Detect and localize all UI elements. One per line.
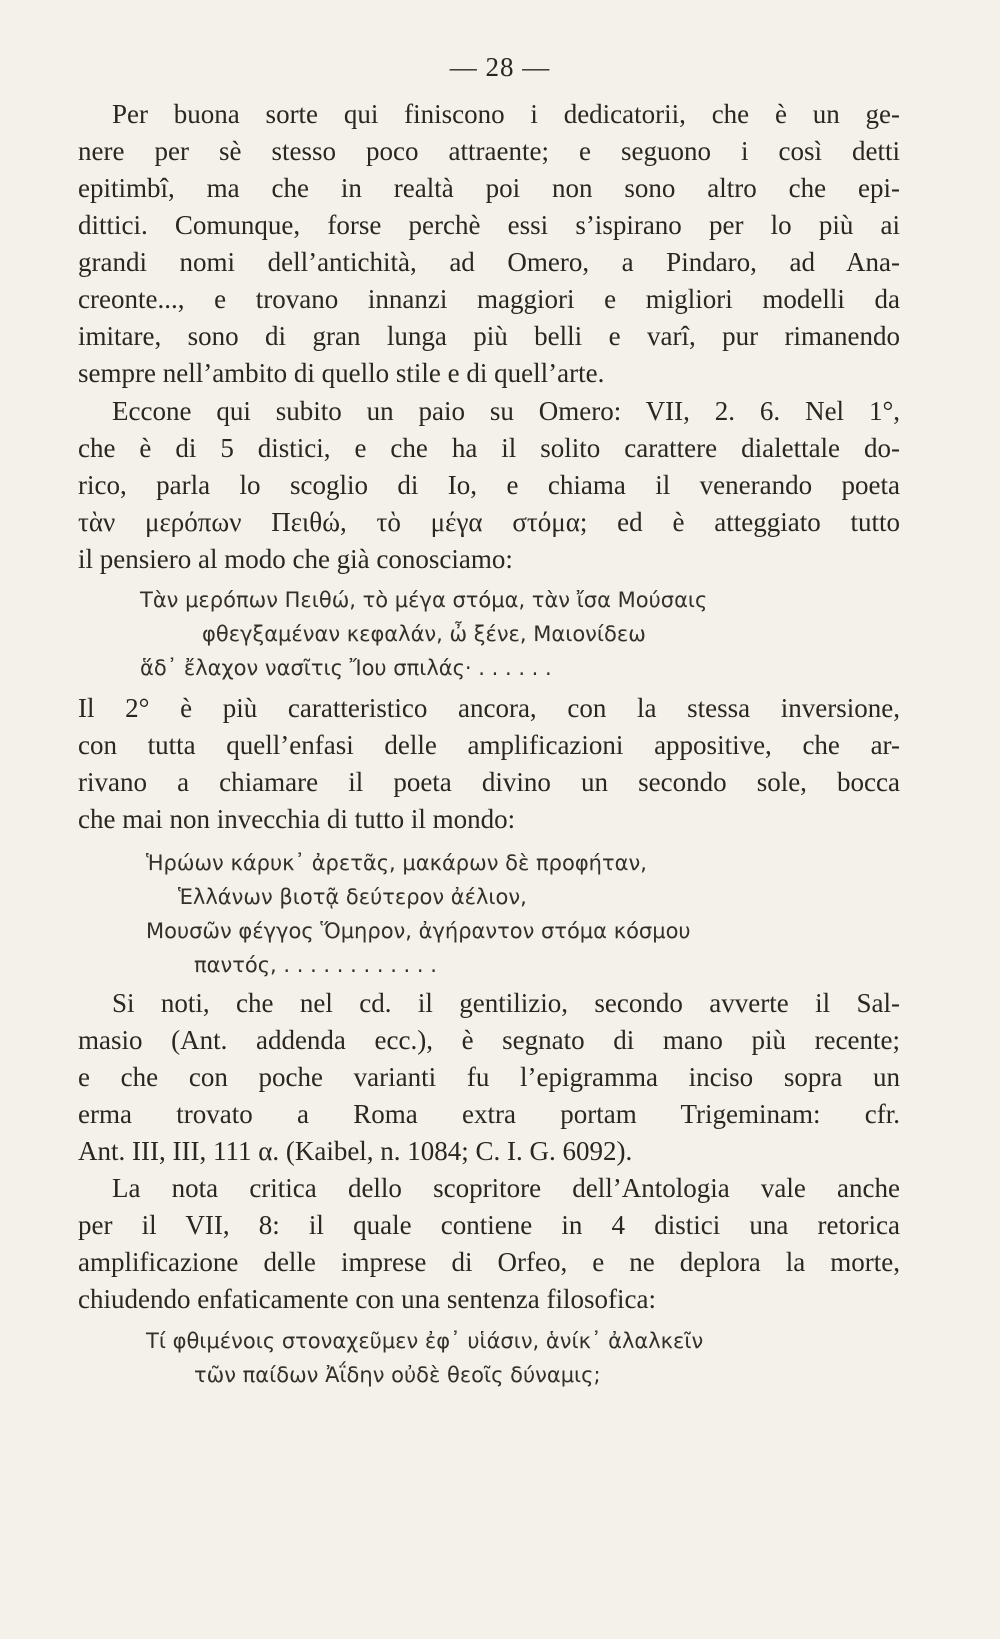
verse-quotation-3 [146, 1324, 900, 1392]
text-line: chiudendo enfaticamente con una sentenza filosofica: [78, 1284, 656, 1314]
text-line: masio (Ant. addenda ecc.), è segnato di mano più recente; [78, 1025, 900, 1055]
text-line: Eccone qui subito un paio su Omero: VII, 2. 6. Nel 1°, [112, 396, 900, 426]
text-line: sempre nell’ambito di quello stile e di quell’arte. [78, 358, 605, 388]
text-line: epitimbî, ma che in realtà poi non sono altro che epi- [78, 173, 900, 203]
paragraph-4 [78, 985, 900, 1170]
text-line: con tutta quell’enfasi delle amplificazioni appositive, che ar- [78, 730, 900, 760]
paragraph-3 [78, 690, 900, 838]
paragraph-1 [78, 96, 900, 392]
text-line: erma trovato a Roma extra portam Trigeminam: cfr. [78, 1099, 900, 1129]
text-line: La nota critica dello scopritore dell’Antologia vale anche [112, 1173, 900, 1203]
verse-line: παντός, . . . . . . . . . . . . [194, 953, 437, 977]
text-line: rivano a chiamare il poeta divino un secondo sole, bocca [78, 767, 900, 797]
paragraph-5 [78, 1170, 900, 1318]
text-line: che mai non invecchia di tutto il mondo: [78, 804, 516, 834]
text-line: rico, parla lo scoglio di Io, e chiama il venerando poeta [78, 470, 900, 500]
text-line: che è di 5 distici, e che ha il solito carattere dialettale do- [78, 433, 900, 463]
text-line: per il VII, 8: il quale contiene in 4 distici una retorica [78, 1210, 900, 1240]
page-number: — 28 — [449, 52, 551, 82]
text-line: dittici. Comunque, forse perchè essi s’ispirano per lo più ai [78, 210, 900, 240]
verse-line: φθεγξαμέναν κεφαλάν, ὦ ξένε, Μαιονίδεω [202, 622, 646, 646]
text-line: e che con poche varianti fu l’epigramma inciso sopra un [78, 1062, 900, 1092]
verse-quotation-1 [140, 583, 900, 685]
verse-line: Μουσῶν φέγγος Ὅμηρον, ἀγήραντον στόμα κόσμου [146, 919, 691, 943]
text-line: amplificazione delle imprese di Orfeo, e ne deplora la morte, [78, 1247, 900, 1277]
verse-line: Τὰν μερόπων Πειθώ, τὸ μέγα στόμα, τὰν ἴσα Μούσαις [140, 588, 708, 612]
verse-line: Τί φθιμένοις στοναχεῦμεν ἐφ᾿ υἱάσιν, ἁνίκ᾿ ἀλαλκεῖν [146, 1329, 704, 1353]
text-line: nere per sè stesso poco attraente; e seguono i così detti [78, 136, 900, 166]
verse-line: τῶν παίδων Ἀΐδην οὐδὲ θεοῖς δύναμις; [194, 1363, 601, 1387]
verse-line: Ἡρώων κάρυκ᾿ ἀρετᾶς, μακάρων δὲ προφήταν, [146, 851, 647, 875]
text-line: grandi nomi dell’antichità, ad Omero, a Pindaro, ad Ana- [78, 247, 900, 277]
text-line: Il 2° è più caratteristico ancora, con la stessa inversione, [78, 693, 900, 723]
verse-line: Ἑλλάνων βιοτᾷ δεύτερον ἀέλιον, [178, 885, 527, 909]
text-line: il pensiero al modo che già conosciamo: [78, 544, 513, 574]
text-line: Ant. III, III, 111 α. (Kaibel, n. 1084; C. I. G. 6092). [78, 1136, 633, 1166]
text-line: imitare, sono di gran lunga più belli e varî, pur rimanendo [78, 321, 900, 351]
verse-line: ἅδ᾿ ἔλαχον νασῖτις Ἴου σπιλάς· . . . . . . [140, 656, 552, 680]
text-line: τὰν μερόπων Πειθώ, τὸ μέγα στόμα; ed è atteggiato tutto [78, 507, 900, 537]
text-line: Per buona sorte qui finiscono i dedicatorii, che è un ge- [112, 99, 900, 129]
text-line: Si noti, che nel cd. il gentilizio, secondo avverte il Sal- [112, 988, 900, 1018]
paragraph-2 [78, 393, 900, 578]
text-line: creonte..., e trovano innanzi maggiori e migliori modelli da [78, 284, 900, 314]
verse-quotation-2 [146, 846, 900, 982]
